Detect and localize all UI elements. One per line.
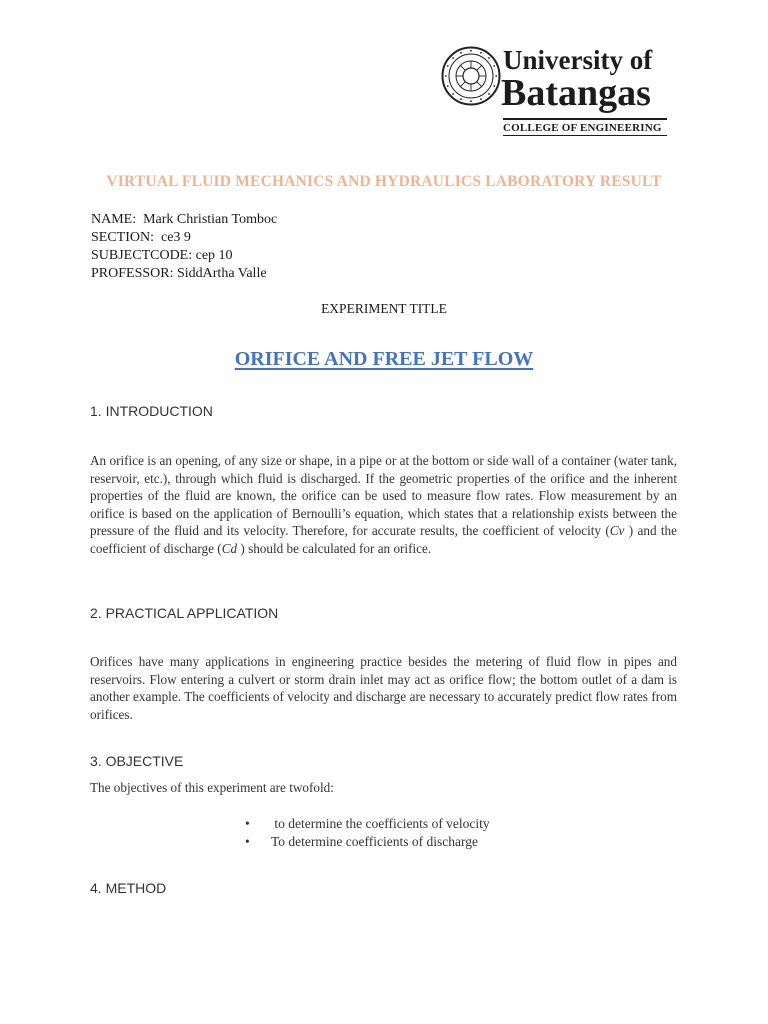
objective-list xyxy=(245,815,490,851)
university-seal-icon xyxy=(441,46,501,106)
experiment-title-label: EXPERIMENT TITLE xyxy=(321,301,447,316)
professor: PROFESSOR: SiddArtha Valle xyxy=(91,266,267,281)
cd-symbol: Cd xyxy=(221,540,238,556)
college-rule-top xyxy=(503,118,667,120)
introduction-heading: 1. INTRODUCTION xyxy=(90,403,213,419)
college-name: COLLEGE OF ENGINEERING xyxy=(503,122,662,134)
list-item-text: To determine coefficients of discharge xyxy=(271,834,478,849)
objective-intro: The objectives of this experiment are twofold: xyxy=(90,780,334,795)
intro-text-part1: An orifice is an opening, of any size or shape, in a pipe or at the bottom or side wall of a container (water tank, reservoir, etc.), through which fluid is discharged. If the geometric properties of the orifice and the inherent properties of the fluid are known, the orifice can be used to measure flow rates. Flow measurement by an orifice is based on the application of Bernoulli’s equation, which states that a relationship exists between the pressure of the fluid and its velocity. Therefore, for accurate results, the coefficient of velocity ( xyxy=(90,453,677,538)
student-info xyxy=(91,211,277,283)
practical-application-heading: 2. PRACTICAL APPLICATION xyxy=(90,605,279,621)
college-rule-bottom xyxy=(503,135,667,136)
subject-code: SUBJECTCODE: cep 10 xyxy=(91,248,233,263)
list-item xyxy=(245,833,490,851)
student-section: SECTION: ce3 9 xyxy=(91,230,191,245)
university-name-line1: University of xyxy=(503,45,653,75)
experiment-title-text: ORIFICE AND FREE JET FLOW xyxy=(234,348,534,370)
intro-text-part3: ) should be calculated for an orifice. xyxy=(237,540,432,556)
student-name: NAME: Mark Christian Tomboc xyxy=(91,212,278,227)
intro-text-part2: ) and the coefficient of discharge ( xyxy=(90,523,677,556)
cv-symbol: Cv xyxy=(609,523,625,538)
university-logo xyxy=(441,44,671,136)
objective-heading: 3. OBJECTIVE xyxy=(90,753,184,769)
bullet-icon: • xyxy=(245,816,250,831)
practical-application-paragraph: Orifices have many applications in engineering practice besides the metering of fluid flow in pipes and reservoirs. Flow entering a culvert or storm drain inlet may act as orifice flow; the bottom outlet of a dam is another example. The coefficients of velocity and discharge are necessary to accurately predict flow rates from orifices. xyxy=(90,654,677,722)
lab-heading: VIRTUAL FLUID MECHANICS AND HYDRAULICS LABORATORY RESULT xyxy=(106,173,662,190)
experiment-title xyxy=(0,346,768,372)
bullet-icon: • xyxy=(245,834,250,849)
university-name-line2: Batangas xyxy=(501,72,651,114)
method-heading: 4. METHOD xyxy=(90,880,167,896)
introduction-paragraph xyxy=(90,452,677,557)
list-item xyxy=(245,815,490,833)
list-item-text: to determine the coefficients of velocity xyxy=(271,816,490,831)
